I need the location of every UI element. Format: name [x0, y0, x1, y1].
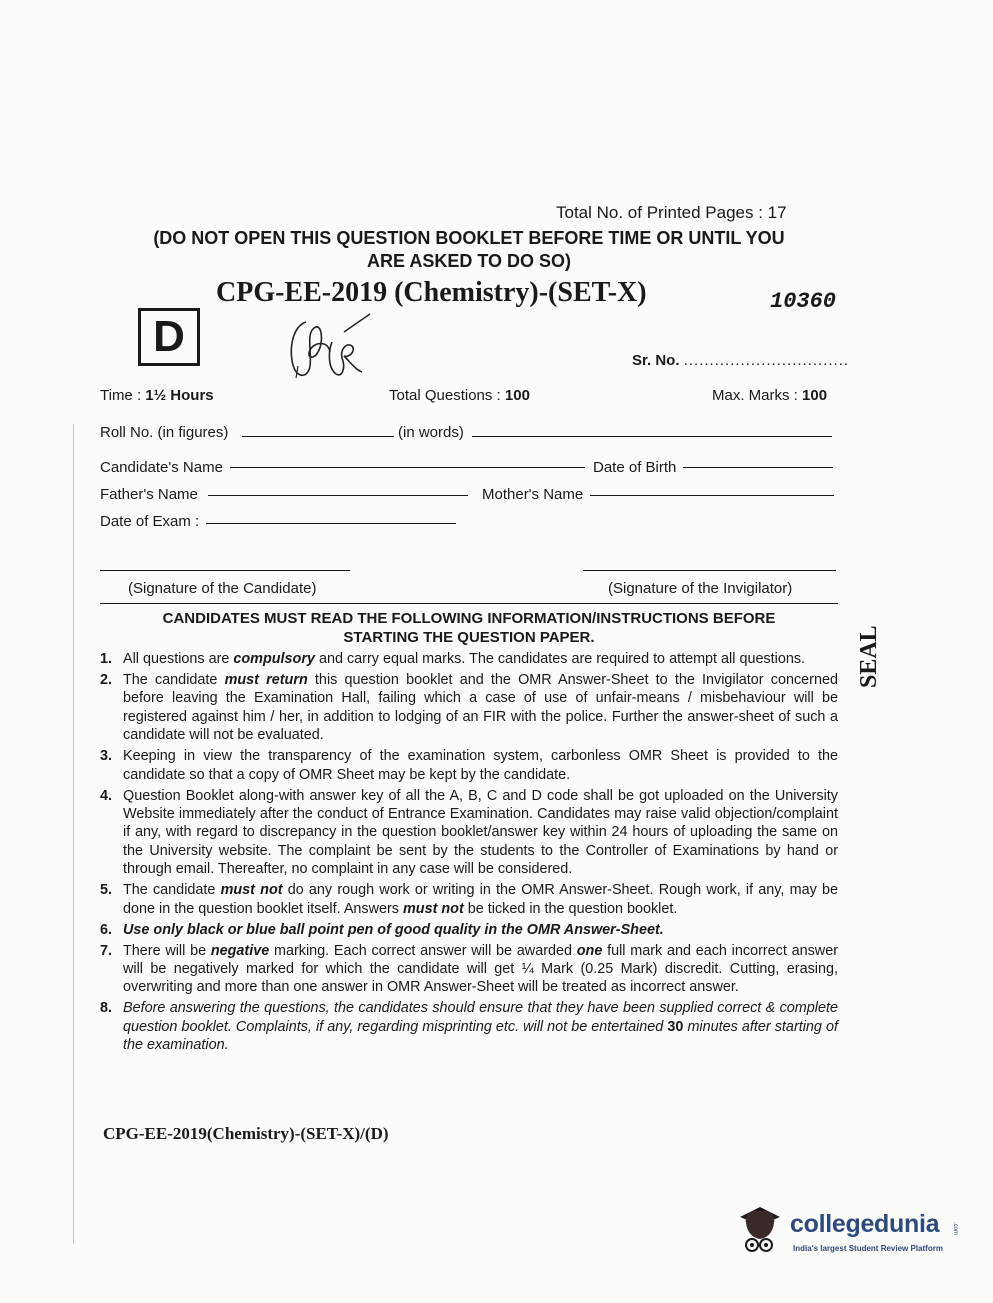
- instruction-number: 6.: [100, 921, 113, 938]
- total-questions-value: 100: [504, 387, 530, 404]
- candidate-signature-line[interactable]: [100, 570, 350, 571]
- roll-figures-label: Roll No. (in figures): [100, 424, 229, 441]
- time-value: 1½ Hours: [145, 387, 214, 404]
- section-divider: [100, 603, 838, 604]
- instruction-number: 5.: [100, 882, 113, 899]
- mother-name-blank[interactable]: [590, 482, 834, 496]
- candidate-name-label: Candidate's Name: [100, 459, 223, 476]
- total-questions-label: Total Questions :: [389, 387, 505, 404]
- time-info: [100, 387, 214, 404]
- instruction-item: [100, 787, 838, 879]
- instructions-heading-line-2: STARTING THE QUESTION PAPER.: [343, 629, 595, 646]
- max-marks-info: [712, 387, 827, 404]
- instruction-number: 2.: [100, 672, 113, 688]
- instruction-text: The candidate must not do any rough work or writing in the OMR Answer-Sheet. Rough work, if any, may be done in the question booklet itself. Answers must not be ticked in the question booklet.: [123, 882, 838, 917]
- instruction-item: [100, 942, 838, 997]
- instruction-text: Before answering the questions, the candidates should ensure that they have been supplied correct & complete question booklet. Complaints, if any, regarding misprinting etc. will not be entertained 30 minutes after starting of the examination.: [123, 1000, 838, 1054]
- instruction-number: 3.: [100, 748, 113, 765]
- footer-paper-code: CPG-EE-2019(Chemistry)-(SET-X)/(D): [103, 1124, 389, 1143]
- instruction-item: [100, 881, 838, 918]
- invigilator-signature-line[interactable]: [583, 570, 836, 571]
- candidate-signature-label: (Signature of the Candidate): [128, 580, 317, 597]
- serial-number-field: [632, 352, 849, 369]
- sr-no-label: Sr. No.: [632, 352, 680, 369]
- warning-line-2: ARE ASKED TO DO SO): [366, 251, 572, 271]
- set-code-box: [138, 308, 200, 366]
- instruction-text: The candidate must return this question booklet and the OMR Answer-Sheet to the Invigilator concerned before leaving the Examination Hall, failing which a case of use of unfair-means / misbehaviour will be registered against him / her, in addition to lodging of an FIR with the police. Further the answer-sheet of such a candidate will not be evaluated.: [123, 672, 838, 744]
- roll-words-label: (in words): [398, 424, 464, 441]
- instruction-text: All questions are compulsory and carry equal marks. The candidates are required to attempt all questions.: [123, 651, 806, 667]
- instruction-text: There will be negative marking. Each correct answer will be awarded one full mark and each incorrect answer will be negatively marked for which the candidate will get ¼ Mark (0.25 Mark) discredit. Cutting, erasing, overwriting and more than one answer in OMR Answer-Sheet will be treated as incorrect answer.: [123, 942, 838, 996]
- brand-domain: .com: [952, 1222, 958, 1236]
- total-pages-note: Total No. of Printed Pages : 17: [556, 203, 787, 222]
- seal-text: SEAL: [856, 625, 882, 688]
- instruction-item: [100, 747, 838, 784]
- date-of-exam-blank[interactable]: [206, 509, 456, 524]
- instruction-text: Use only black or blue ball point pen of good quality in the OMR Answer-Sheet.: [123, 921, 664, 938]
- instructions-heading: [100, 609, 838, 647]
- instruction-item: [100, 921, 838, 939]
- instructions-list: [100, 650, 838, 1057]
- total-questions-info: [389, 387, 530, 404]
- instruction-text: Question Booklet along-with answer key of all the A, B, C and D code shall be got uploaded on the University Website immediately after the conduct of Entrance Examination. Candidates may raise valid objection/complaint if any, with regard to discrepancy in the question booklet/answer key within 24 hours of uploading the same on the University website. The complaint be sent by the students to the Controller of Examinations by hand or through email. Thereafter, no complaint in any case will be considered.: [123, 787, 838, 878]
- instruction-number: 1.: [100, 651, 113, 667]
- instruction-number: 7.: [100, 942, 113, 959]
- time-label: Time :: [100, 387, 146, 404]
- max-marks-label: Max. Marks :: [712, 387, 803, 404]
- set-code: D: [153, 312, 185, 361]
- invigilator-signature-label: (Signature of the Invigilator): [608, 580, 793, 597]
- instruction-item: [100, 650, 838, 668]
- seal-stamp: [842, 616, 892, 690]
- brand-tagline: India's largest Student Review Platform: [793, 1244, 943, 1253]
- handwritten-initials-signature: [284, 312, 374, 384]
- father-name-label: Father's Name: [100, 486, 198, 503]
- instruction-item: [100, 671, 838, 745]
- binding-margin-line: [73, 424, 74, 1244]
- do-not-open-warning: [100, 227, 838, 273]
- date-of-exam-label: Date of Exam :: [100, 513, 200, 530]
- instruction-item: [100, 999, 838, 1054]
- date-of-birth-label: Date of Birth: [593, 459, 677, 476]
- instructions-heading-line-1: CANDIDATES MUST READ THE FOLLOWING INFORMATION/INSTRUCTIONS BEFORE: [162, 610, 776, 627]
- instruction-number: 8.: [100, 1000, 113, 1017]
- brand-name: collegedunia: [790, 1210, 940, 1238]
- max-marks-value: 100: [802, 387, 828, 404]
- warning-line-1: (DO NOT OPEN THIS QUESTION BOOKLET BEFORE TIME OR UNTIL YOU: [153, 228, 785, 248]
- mother-name-label: Mother's Name: [482, 486, 584, 503]
- roll-figures-blank[interactable]: [242, 420, 394, 437]
- instruction-text: Keeping in view the transparency of the examination system, carbonless OMR Sheet is provided to the candidate so that a copy of OMR Sheet may be kept by the candidate.: [123, 748, 838, 783]
- instruction-number: 4.: [100, 787, 113, 804]
- sr-no-blank: ................................: [683, 352, 850, 369]
- roll-words-blank[interactable]: [472, 420, 832, 437]
- date-of-birth-blank[interactable]: [683, 455, 833, 468]
- exam-title: CPG-EE-2019 (Chemistry)-(SET-X): [216, 277, 647, 308]
- booklet-number: 10360: [770, 289, 837, 314]
- father-name-blank[interactable]: [208, 482, 468, 496]
- candidate-name-blank[interactable]: [230, 455, 585, 468]
